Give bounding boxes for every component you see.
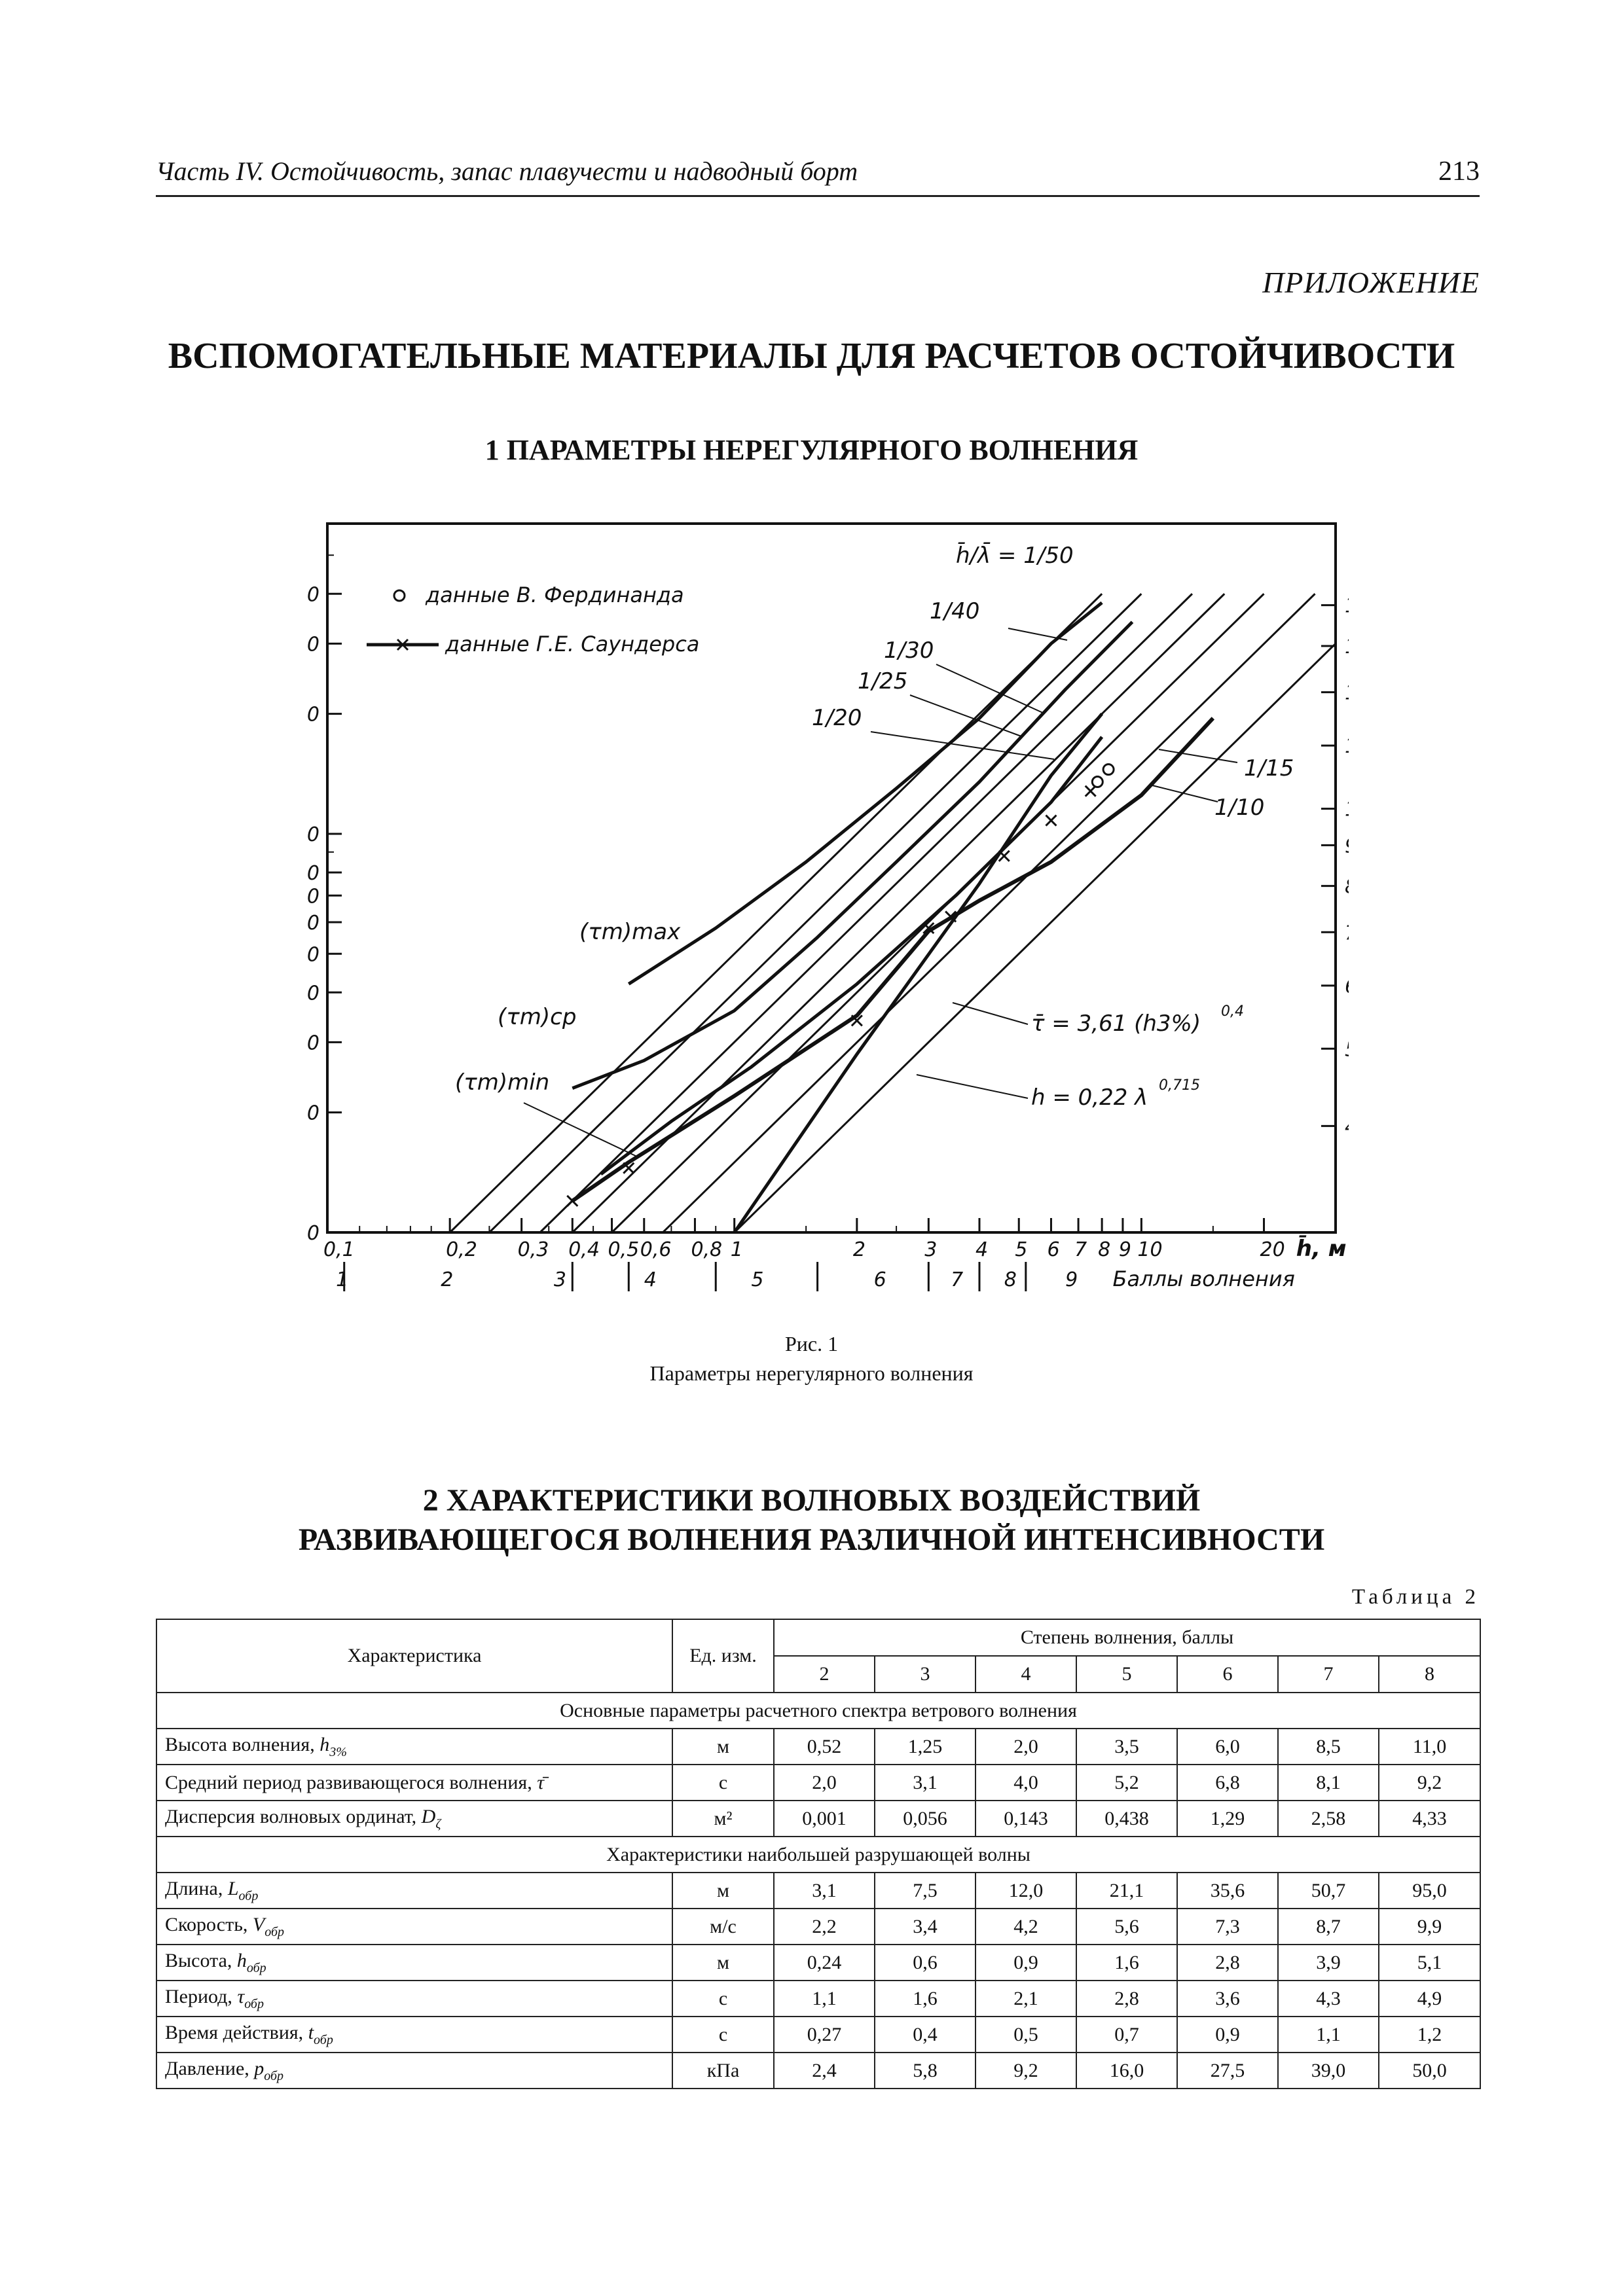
y-tick-label: 0 — [308, 943, 319, 967]
scale-value: 9 — [1065, 1268, 1078, 1291]
x-tick-label: 0,2 — [446, 1238, 477, 1261]
row-unit: с — [672, 1765, 774, 1801]
row-label-text: Дисперсия волновых ординат, — [165, 1805, 422, 1827]
table-cell: 1,2 — [1379, 2017, 1480, 2053]
label-leader — [1152, 785, 1218, 802]
y2-tick-label — [1345, 595, 1349, 618]
formula-h-exponent: 0,715 — [1159, 1077, 1200, 1094]
row-unit: м² — [672, 1801, 774, 1837]
row-symbol: t — [308, 2021, 314, 2043]
x-tick-label: 8 — [1098, 1238, 1111, 1261]
table-cell: 11,0 — [1379, 1729, 1480, 1765]
row-label-text: Время действия, — [165, 2021, 308, 2043]
legend-saunders: данные Г.Е. Саундерса — [445, 632, 700, 656]
table-cell: 5,8 — [875, 2053, 976, 2089]
row-symbol: τ — [237, 1985, 245, 2007]
degree-header: 4 — [976, 1656, 1076, 1693]
table-cell: 21,1 — [1076, 1873, 1177, 1909]
table-cell: 5,6 — [1076, 1909, 1177, 1945]
row-symbol-subscript: обр — [264, 2068, 284, 2083]
table-cell: 39,0 — [1278, 2053, 1379, 2089]
table-cell: 2,0 — [774, 1765, 875, 1801]
scale-value: 8 — [1004, 1268, 1017, 1291]
x-tick-label: 7 — [1074, 1238, 1087, 1261]
row-unit: м — [672, 1729, 774, 1765]
running-header — [156, 156, 1480, 197]
steepness-label: 1/25 — [858, 668, 908, 694]
table-cell: 4,9 — [1379, 1981, 1480, 2017]
table-cell: 50,7 — [1278, 1873, 1379, 1909]
table-cell: 8,5 — [1278, 1729, 1379, 1765]
y-tick-label: 0 — [308, 861, 319, 885]
row-unit: м/с — [672, 1909, 774, 1945]
row-symbol: L — [227, 1877, 239, 1899]
y-tick-label: 0 — [308, 982, 319, 1005]
table-cell: 9,9 — [1379, 1909, 1480, 1945]
steepness-label: 1/10 — [1214, 795, 1265, 821]
row-label-text: Длина, — [165, 1877, 228, 1899]
table-row — [156, 1765, 1480, 1801]
table-cell: 8,1 — [1278, 1765, 1379, 1801]
scale-value: 4 — [644, 1268, 657, 1291]
table-cell: 0,5 — [976, 2017, 1076, 2053]
table-cell: 4,33 — [1379, 1801, 1480, 1837]
table-cell: 12,0 — [976, 1873, 1076, 1909]
x-tick-label: 6 — [1047, 1238, 1060, 1261]
degree-header: 2 — [774, 1656, 875, 1693]
table-cell: 2,8 — [1177, 1945, 1278, 1981]
table-cell: 3,1 — [774, 1873, 875, 1909]
table-cell: 1,29 — [1177, 1801, 1278, 1837]
table-cell: 0,52 — [774, 1729, 875, 1765]
table-cell: 0,9 — [976, 1945, 1076, 1981]
table-cell: 4,0 — [976, 1765, 1076, 1801]
formula-tau: τ̄ = 3,61 (h3%) — [1031, 1011, 1201, 1037]
table-cell: 2,8 — [1076, 1981, 1177, 2017]
row-label — [156, 2017, 672, 2053]
table-cell: 3,1 — [875, 1765, 976, 1801]
row-symbol-subscript: обр — [264, 1924, 285, 1939]
y-tick-label: 0 — [308, 885, 319, 908]
table-section-title: Основные параметры расчетного спектра ветрового волнения — [156, 1693, 1480, 1729]
steepness-label: 1/30 — [884, 637, 934, 664]
formula-tau-exponent: 0,4 — [1221, 1003, 1244, 1020]
table-cell: 1,6 — [875, 1981, 976, 2017]
x-tick-label: 0,1 — [323, 1238, 355, 1261]
table-section-row — [156, 1693, 1480, 1729]
row-symbol-subscript: ζ — [435, 1816, 441, 1831]
label-tau-min: (τm)min — [455, 1069, 550, 1096]
section2-title-line1: 2 ХАРАКТЕРИСТИКИ ВОЛНОВЫХ ВОЗДЕЙСТВИЙ — [422, 1483, 1201, 1518]
table-cell: 0,438 — [1076, 1801, 1177, 1837]
table-cell: 5,2 — [1076, 1765, 1177, 1801]
x-axis-label: h̄, м — [1296, 1236, 1347, 1262]
table-label: Таблица 2 — [1351, 1585, 1480, 1609]
table-cell: 3,4 — [875, 1909, 976, 1945]
degree-header: 6 — [1177, 1656, 1278, 1693]
main-title: ВСПОМОГАТЕЛЬНЫЕ МАТЕРИАЛЫ ДЛЯ РАСЧЕТОВ ОСТОЙЧИВОСТИ — [168, 336, 1455, 376]
row-label — [156, 1765, 672, 1801]
table-row — [156, 2017, 1480, 2053]
steepness-line — [450, 594, 1102, 1232]
row-label-text: Давление, — [165, 2057, 255, 2079]
table-cell: 0,9 — [1177, 2017, 1278, 2053]
steepness-line — [489, 594, 1141, 1232]
label-leader — [917, 1075, 1028, 1098]
table-cell: 6,8 — [1177, 1765, 1278, 1801]
steepness-label: 1/15 — [1244, 755, 1294, 781]
table-cell: 5,1 — [1379, 1945, 1480, 1981]
y-tick-label: 0 — [308, 633, 319, 656]
y-tick-label: 0 — [308, 823, 319, 846]
chart-svg — [308, 517, 1349, 1296]
table-row — [156, 1945, 1480, 1981]
table-cell: 95,0 — [1379, 1873, 1480, 1909]
table-cell: 0,143 — [976, 1801, 1076, 1837]
y2-tick-label — [1345, 1038, 1349, 1061]
table-cell: 3,6 — [1177, 1981, 1278, 2017]
row-label — [156, 1909, 672, 1945]
row-symbol-subscript: обр — [238, 1888, 259, 1903]
x-tick-label: 0,3 — [517, 1238, 549, 1261]
section1-title: 1 ПАРАМЕТРЫ НЕРЕГУЛЯРНОГО ВОЛНЕНИЯ — [484, 434, 1139, 466]
saunders-marker — [1046, 816, 1056, 826]
h-lambda-curve — [735, 714, 1102, 1232]
row-symbol: p — [254, 2057, 264, 2079]
row-unit: кПа — [672, 2053, 774, 2089]
saunders-marker — [567, 1196, 577, 1206]
x-tick-label: 0,4 — [568, 1238, 600, 1261]
row-label — [156, 2053, 672, 2089]
row-unit: с — [672, 2017, 774, 2053]
degree-header: 5 — [1076, 1656, 1177, 1693]
x-tick-label: 10 — [1137, 1238, 1163, 1261]
table-row — [156, 1909, 1480, 1945]
y2-tick-label — [1345, 975, 1349, 998]
row-label — [156, 1873, 672, 1909]
scale-value: 6 — [873, 1268, 886, 1291]
x-tick-label: 9 — [1118, 1238, 1132, 1261]
row-symbol-subscript: обр — [314, 2032, 333, 2047]
table-row — [156, 1981, 1480, 2017]
y2-tick-label — [1345, 735, 1349, 758]
appendix-label: ПРИЛОЖЕНИЕ — [1262, 266, 1480, 299]
table-cell: 1,1 — [774, 1981, 875, 2017]
scale-value: 2 — [441, 1268, 454, 1291]
table-section-row — [156, 1837, 1480, 1873]
figure-caption-number: Рис. 1 — [784, 1332, 839, 1355]
table-cell: 4,2 — [976, 1909, 1076, 1945]
table-row — [156, 1729, 1480, 1765]
table-cell: 2,2 — [774, 1909, 875, 1945]
y-tick-label: 0 — [308, 912, 319, 935]
table-cell: 0,001 — [774, 1801, 875, 1837]
row-label — [156, 1801, 672, 1837]
running-header-title: Часть IV. Остойчивость, запас плавучести и надводный борт — [156, 156, 858, 186]
table-cell: 2,0 — [976, 1729, 1076, 1765]
scale-value: 1 — [336, 1268, 349, 1291]
steepness-line — [735, 643, 1336, 1232]
tau-max-curve — [629, 603, 1102, 984]
table-cell: 50,0 — [1379, 2053, 1480, 2089]
degree-header: 7 — [1278, 1656, 1379, 1693]
table-cell: 0,24 — [774, 1945, 875, 1981]
label-leader — [1008, 628, 1067, 640]
table-cell: 2,1 — [976, 1981, 1076, 2017]
y-tick-label: 0 — [308, 1031, 319, 1055]
scale-value: 7 — [951, 1268, 964, 1291]
row-symbol: h — [319, 1733, 330, 1755]
table-cell: 0,7 — [1076, 2017, 1177, 2053]
table-cell: 1,25 — [875, 1729, 976, 1765]
row-label-text: Высота, — [165, 1949, 237, 1971]
x-tick-label: 5 — [1015, 1238, 1028, 1261]
scale-value: 3 — [553, 1268, 566, 1291]
table-cell: 6,0 — [1177, 1729, 1278, 1765]
table-row — [156, 1873, 1480, 1909]
y2-tick-label — [1345, 798, 1349, 821]
ferdinand-marker — [1103, 764, 1114, 775]
wave-impact-table — [156, 1619, 1481, 2089]
scale-label: Баллы волнения — [1112, 1266, 1295, 1291]
row-label-text: Скорость, — [165, 1913, 253, 1935]
y2-tick-label — [1345, 922, 1349, 944]
x-tick-label: 0,5 — [608, 1238, 640, 1261]
degree-header: 3 — [875, 1656, 976, 1693]
table-row — [156, 1801, 1480, 1837]
header-unit: Ед. изм. — [672, 1619, 774, 1693]
y-tick-label: 0 — [308, 1222, 319, 1245]
y2-tick-label — [1345, 876, 1349, 899]
row-symbol-subscript: обр — [246, 1960, 266, 1975]
scale-value: 5 — [751, 1268, 764, 1291]
table-cell: 16,0 — [1076, 2053, 1177, 2089]
row-symbol-subscript: 3% — [329, 1744, 347, 1759]
table-cell: 7,5 — [875, 1873, 976, 1909]
label-leader — [524, 1103, 638, 1157]
degree-header: 8 — [1379, 1656, 1480, 1693]
x-tick-label: 0,6 — [640, 1238, 672, 1261]
label-leader — [871, 732, 1054, 759]
row-symbol: D — [421, 1805, 436, 1827]
table-cell: 2,4 — [774, 2053, 875, 2089]
section2-title-line2: РАЗВИВАЮЩЕГОСЯ ВОЛНЕНИЯ РАЗЛИЧНОЙ ИНТЕНСИВНОСТИ — [298, 1522, 1325, 1557]
row-symbol-subscript: обр — [244, 1996, 264, 2011]
ferdinand-marker — [1092, 777, 1103, 787]
row-label — [156, 1729, 672, 1765]
table-cell: 3,5 — [1076, 1729, 1177, 1765]
row-symbol: V — [252, 1913, 265, 1935]
label-tau-cp: (τm)cp — [498, 1004, 577, 1030]
table-cell: 27,5 — [1177, 2053, 1278, 2089]
saunders-marker — [1085, 786, 1096, 797]
y2-tick-label — [1345, 1115, 1349, 1138]
table-cell: 1,1 — [1278, 2017, 1379, 2053]
page-number: 213 — [1438, 156, 1480, 187]
y2-tick-label — [1345, 834, 1349, 857]
y2-tick-label — [1345, 636, 1349, 658]
row-label-text: Высота волнения, — [165, 1733, 320, 1755]
x-tick-label: 4 — [975, 1238, 989, 1261]
label-tau-max: (τm)max — [579, 919, 681, 945]
table-cell: 2,58 — [1278, 1801, 1379, 1837]
steepness-label: h̄/λ̄ = 1/50 — [956, 543, 1074, 569]
row-symbol: h — [236, 1949, 247, 1971]
header-degree-group: Степень волнения, баллы — [774, 1619, 1480, 1656]
table-cell: 7,3 — [1177, 1909, 1278, 1945]
row-symbol: τ̄ — [537, 1771, 544, 1793]
label-leader — [953, 1003, 1028, 1024]
x-tick-label: 1 — [730, 1238, 743, 1261]
y-tick-label: 0 — [308, 1102, 319, 1125]
plot-frame — [327, 524, 1336, 1232]
table-cell: 3,9 — [1278, 1945, 1379, 1981]
row-label — [156, 1981, 672, 2017]
saunders-marker — [999, 851, 1010, 861]
header-characteristic: Характеристика — [156, 1619, 672, 1693]
x-tick-label: 20 — [1260, 1238, 1285, 1261]
figure-caption-text: Параметры нерегулярного волнения — [649, 1361, 974, 1385]
table-section-title: Характеристики наибольшей разрушающей волны — [156, 1837, 1480, 1873]
table-cell: 0,056 — [875, 1801, 976, 1837]
row-label-text: Период, — [165, 1985, 238, 2007]
legend-circle-marker — [394, 590, 405, 601]
steepness-label: 1/40 — [930, 598, 980, 624]
y2-tick-label — [1345, 682, 1349, 705]
x-tick-label: 0,8 — [691, 1238, 723, 1261]
y-tick-label: 0 — [308, 583, 319, 607]
row-label — [156, 1945, 672, 1981]
table-cell: 9,2 — [1379, 1765, 1480, 1801]
row-unit: м — [672, 1873, 774, 1909]
table-cell: 0,6 — [875, 1945, 976, 1981]
table-cell: 9,2 — [976, 2053, 1076, 2089]
y-tick-label: 0 — [308, 703, 319, 726]
x-tick-label: 2 — [852, 1238, 866, 1261]
row-unit: с — [672, 1981, 774, 2017]
formula-h: h = 0,22 λ — [1031, 1085, 1148, 1111]
tau-min-curve — [601, 737, 1102, 1174]
x-tick-label: 3 — [924, 1238, 938, 1261]
table-cell: 8,7 — [1278, 1909, 1379, 1945]
table-row — [156, 2053, 1480, 2089]
wave-parameters-chart — [308, 517, 1349, 1296]
steepness-label: 1/20 — [812, 705, 862, 731]
steepness-line — [663, 594, 1315, 1232]
row-label-text: Средний период развивающегося волнения, — [165, 1771, 538, 1793]
table-cell: 35,6 — [1177, 1873, 1278, 1909]
table-cell: 0,4 — [875, 2017, 976, 2053]
table-cell: 4,3 — [1278, 1981, 1379, 2017]
table-cell: 0,27 — [774, 2017, 875, 2053]
table-cell: 1,6 — [1076, 1945, 1177, 1981]
row-unit: м — [672, 1945, 774, 1981]
legend-ferdinand: данные В. Фердинанда — [426, 583, 684, 607]
